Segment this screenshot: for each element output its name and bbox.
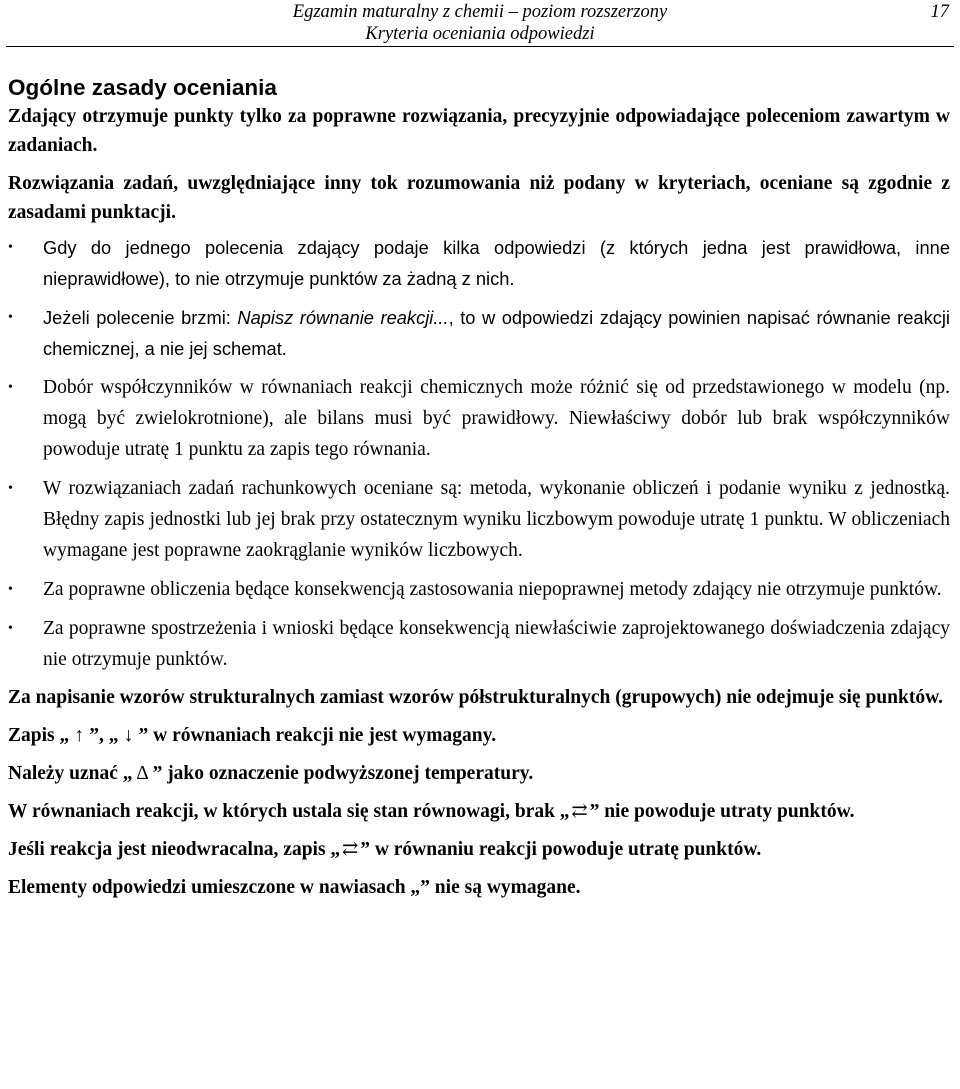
bullet-icon: •	[8, 481, 13, 496]
note-text: Jeśli reakcja jest nieodwracalna, zapis „	[8, 839, 341, 860]
list-item-text-suffix: , to w odpowiedzi zdający powinien napisać równanie reakcji chemicznej, a nie jej schemat.	[43, 307, 950, 359]
notes-section	[8, 683, 950, 902]
list-item-italic-phrase: Napisz równanie reakcji...	[237, 307, 449, 328]
list-item	[8, 613, 950, 675]
note-text: W równaniach reakcji, w których ustala się stan równowagi, brak „	[8, 801, 570, 822]
list-item-text: Za poprawne spostrzeżenia i wnioski będące konsekwencją niewłaściwie zaprojektowanego doświadczenia zdający nie otrzymuje punktów.	[43, 618, 950, 670]
note-text: ” jako oznaczenie podwyższonej temperatury.	[152, 763, 534, 784]
list-item	[8, 372, 950, 465]
header-exam-title: Egzamin maturalny z chemii – poziom rozszerzony	[292, 2, 668, 22]
page-header	[0, 0, 960, 48]
arrow-down-icon: ↓	[123, 725, 134, 746]
delta-icon: Δ	[136, 763, 149, 784]
intro-paragraph-1: Zdający otrzymuje punkty tylko za poprawne rozwiązania, precyzyjnie odpowiadające poleceniom zawartym w zadaniach.	[8, 106, 950, 156]
note-arrows	[8, 721, 950, 750]
note-delta	[8, 759, 950, 788]
intro-paragraph-2: Rozwiązania zadań, uwzględniające inny tok rozumowania niż podany w kryteriach, oceniane są zgodnie z zasadami punktacji.	[8, 173, 950, 223]
note-irreversible	[8, 835, 950, 864]
equilibrium-arrows-icon: ⇄	[342, 839, 359, 860]
note-equilibrium	[8, 797, 950, 826]
list-item-text: Gdy do jednego polecenia zdający podaje kilka odpowiedzi (z których jedna jest prawidłowa, inne nieprawidłowe), to nie otrzymuje punktów za żadną z nich.	[43, 237, 950, 289]
note-text: ” w równaniu reakcji powoduje utratę punktów.	[360, 839, 762, 860]
page-content	[8, 74, 950, 911]
header-subtitle: Kryteria oceniania odpowiedzi	[365, 24, 595, 44]
note-text: ”, „	[89, 725, 119, 746]
note-brackets: Elementy odpowiedzi umieszczone w nawiasach „” nie są wymagane.	[8, 877, 581, 898]
note-structural-formulas: Za napisanie wzorów strukturalnych zamiast wzorów półstrukturalnych (grupowych) nie odejmuje się punktów.	[8, 687, 943, 708]
equilibrium-arrows-icon: ⇄	[571, 801, 588, 822]
note-text: Zapis „	[8, 725, 70, 746]
bullet-icon: •	[8, 582, 13, 597]
arrow-up-icon: ↑	[74, 725, 85, 746]
list-item	[8, 473, 950, 566]
section-title: Ogólne zasady oceniania	[8, 75, 277, 100]
list-item-text-prefix: Jeżeli polecenie brzmi:	[43, 307, 238, 328]
bullet-icon: •	[8, 310, 13, 325]
header-divider	[6, 46, 954, 47]
note-text: Należy uznać „	[8, 763, 133, 784]
bullet-icon: •	[8, 621, 13, 636]
list-item-text: W rozwiązaniach zadań rachunkowych oceniane są: metoda, wykonanie obliczeń i podanie wyniku z jednostką. Błędny zapis jednostki lub jej brak przy ostatecznym wyniku liczbowym powoduje utratę 1 punktu. W obliczeniach wymagane jest poprawne zaokrąglanie wyników liczbowych.	[43, 478, 950, 561]
bullet-icon: •	[8, 380, 13, 395]
list-item	[8, 574, 950, 605]
list-item	[8, 232, 950, 294]
list-item-text: Dobór współczynników w równaniach reakcji chemicznych może różnić się od przedstawionego w modelu (np. mogą być zwielokrotnione), ale bilans musi być prawidłowy. Niewłaściwy dobór lub brak współczynników powoduje utratę 1 punktu za zapis tego równania.	[43, 377, 950, 460]
list-item	[8, 302, 950, 364]
note-text: ” w równaniach reakcji nie jest wymagany.	[138, 725, 497, 746]
rules-list	[8, 232, 950, 675]
note-text: ” nie powoduje utraty punktów.	[589, 801, 855, 822]
list-item-text: Za poprawne obliczenia będące konsekwencją zastosowania niepoprawnej metody zdający nie otrzymuje punktów.	[43, 579, 942, 600]
header-title	[0, 1, 960, 45]
bullet-icon: •	[8, 240, 13, 255]
page-number: 17	[930, 2, 949, 22]
